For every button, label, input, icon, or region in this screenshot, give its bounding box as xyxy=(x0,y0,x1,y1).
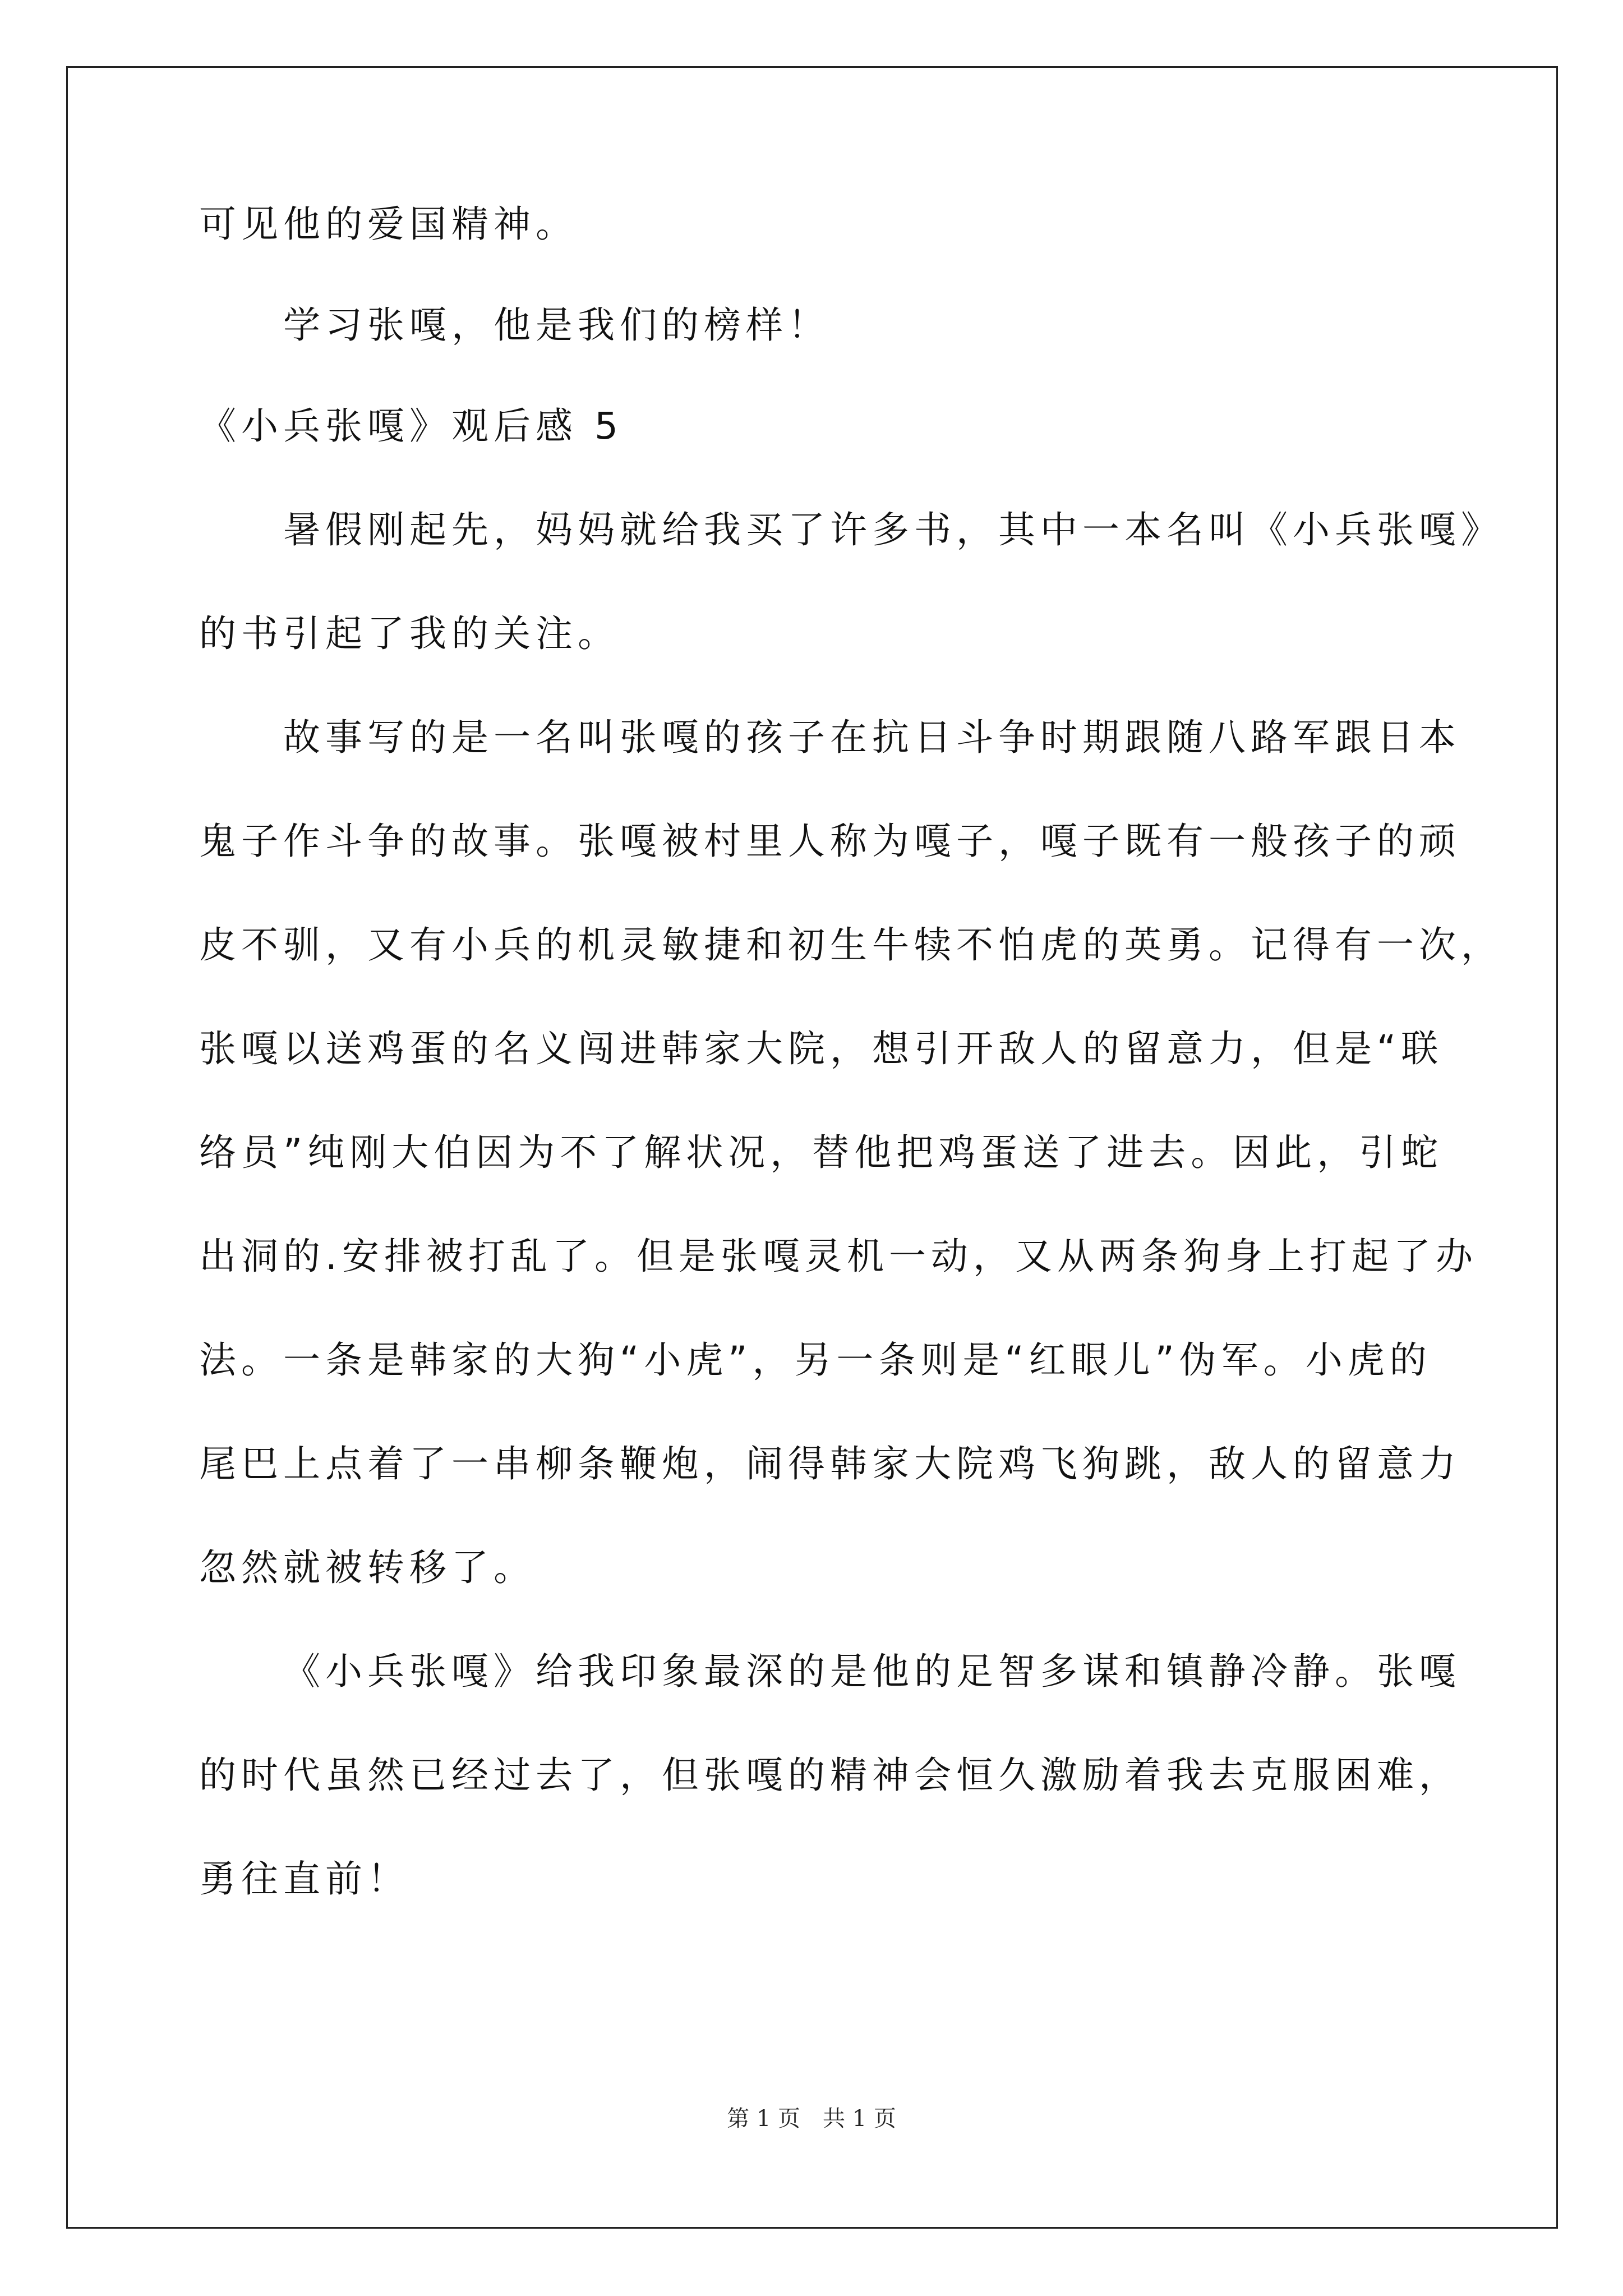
text-line: 勇往直前！ xyxy=(199,1857,409,1901)
text-line: 忽然就被转移了。 xyxy=(199,1546,536,1589)
text-line: 《小兵张嘎》给我印象最深的是他的足智多谋和镇静冷静。张嘎 xyxy=(283,1650,1461,1693)
text-line: 法。一条是韩家的大狗“小虎”，另一条则是“红眼儿”伪军。小虎的 xyxy=(199,1338,1432,1382)
text-line: 尾巴上点着了一串柳条鞭炮，闹得韩家大院鸡飞狗跳，敌人的留意力 xyxy=(199,1442,1461,1485)
text-line: 可见他的爱国精神。 xyxy=(199,203,578,246)
text-line: 暑假刚起先，妈妈就给我买了许多书，其中一本名叫《小兵张嘎》 xyxy=(283,508,1503,551)
text-line: 出洞的.安排被打乱了。但是张嘎灵机一动，又从两条狗身上打起了办 xyxy=(199,1235,1478,1278)
text-line: 皮不驯，又有小兵的机灵敏捷和初生牛犊不怕虎的英勇。记得有一次， xyxy=(199,923,1503,967)
text-line: 的时代虽然已经过去了，但张嘎的精神会恒久激励着我去克服困难， xyxy=(199,1754,1461,1797)
text-line: 的书引起了我的关注。 xyxy=(199,612,620,655)
text-line: 张嘎以送鸡蛋的名义闯进韩家大院，想引开敌人的留意力，但是“联 xyxy=(199,1027,1444,1070)
text-line: 络员”纯刚大伯因为不了解状况，替他把鸡蛋送了进去。因此，引蛇 xyxy=(199,1131,1444,1174)
page-number-footer: 第 1 页 共 1 页 xyxy=(727,2106,896,2132)
text-line: 故事写的是一名叫张嘎的孩子在抗日斗争时期跟随八路军跟日本 xyxy=(283,716,1461,759)
text-line: 学习张嘎，他是我们的榜样！ xyxy=(283,303,830,347)
text-line: 鬼子作斗争的故事。张嘎被村里人称为嘎子，嘎子既有一般孩子的顽 xyxy=(199,820,1461,863)
section-heading: 《小兵张嘎》观后感 5 xyxy=(199,404,623,448)
